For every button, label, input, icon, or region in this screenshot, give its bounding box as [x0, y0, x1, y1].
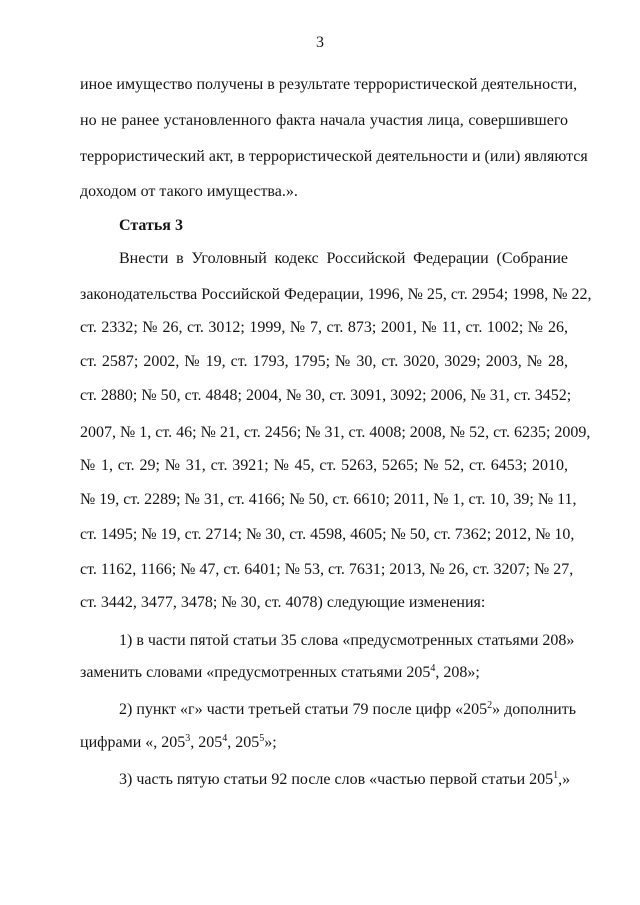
- item-3-line-1: 3) часть пятую статьи 92 после слов «частью первой статьи $205^1$,»: [119, 770, 571, 788]
- paragraph-2-line-2: законодательства Российской Федерации, 1996, № 25, ст. 2954; 1998, № 22,: [80, 286, 592, 303]
- paragraph-2-line-4: ст. 2587; 2002, № 19, ст. 1793, 1795; № 30, ст. 3020, 3029; 2003, № 28,: [80, 353, 568, 370]
- paragraph-2-line-7: № 1, ст. 29; № 31, ст. 3921; № 45, ст. 5263, 5265; № 52, ст. 6453; 2010,: [80, 457, 568, 474]
- item-1-line-2: заменить словами «предусмотренных статьями $205^4$, 208»;: [80, 663, 480, 681]
- paragraph-2-line-8: № 19, ст. 2289; № 31, ст. 4166; № 50, ст. 6610; 2011, № 1, ст. 10, 39; № 11,: [80, 491, 577, 508]
- page-number: 3: [316, 34, 324, 51]
- paragraph-1-line-2: но не ранее установленного факта начала участия лица, совершившего: [80, 112, 568, 129]
- paragraph-2-line-10: ст. 1162, 1166; № 47, ст. 6401; № 53, ст. 7631; 2013, № 26, ст. 3207; № 27,: [80, 561, 574, 578]
- paragraph-1-line-1: иное имущество получены в результате террористической деятельности,: [80, 76, 578, 93]
- item-2-line-2: цифрами «, $205^3$, $205^4$, $205^5$»;: [80, 733, 277, 751]
- paragraph-2-line-6: 2007, № 1, ст. 46; № 21, ст. 2456; № 31, ст. 4008; 2008, № 52, ст. 6235; 2009,: [80, 424, 591, 441]
- item-2-line-1: 2) пункт «г» части третьей статьи 79 после цифр «$205^2$» дополнить: [119, 700, 576, 718]
- paragraph-2-line-11: ст. 3442, 3477, 3478; № 30, ст. 4078) следующие изменения:: [80, 594, 486, 611]
- paragraph-2-line-1: Внести в Уголовный кодекс Российской Федерации (Собрание: [119, 250, 568, 267]
- paragraph-2-line-9: ст. 1495; № 19, ст. 2714; № 30, ст. 4598, 4605; № 50, ст. 7362; 2012, № 10,: [80, 526, 575, 543]
- paragraph-1-line-3: террористический акт, в террористической деятельности и (или) являются: [80, 148, 588, 165]
- paragraph-2-line-3: ст. 2332; № 26, ст. 3012; 1999, № 7, ст. 873; 2001, № 11, ст. 1002; № 26,: [80, 319, 568, 336]
- item-1-line-1: 1) в части пятой статьи 35 слова «предусмотренных статьями 208»: [119, 632, 575, 649]
- paragraph-2-line-5: ст. 2880; № 50, ст. 4848; 2004, № 30, ст. 3091, 3092; 2006, № 31, ст. 3452;: [80, 387, 572, 404]
- article-heading: Статья 3: [119, 217, 183, 234]
- paragraph-1-line-4: доходом от такого имущества.».: [80, 183, 298, 200]
